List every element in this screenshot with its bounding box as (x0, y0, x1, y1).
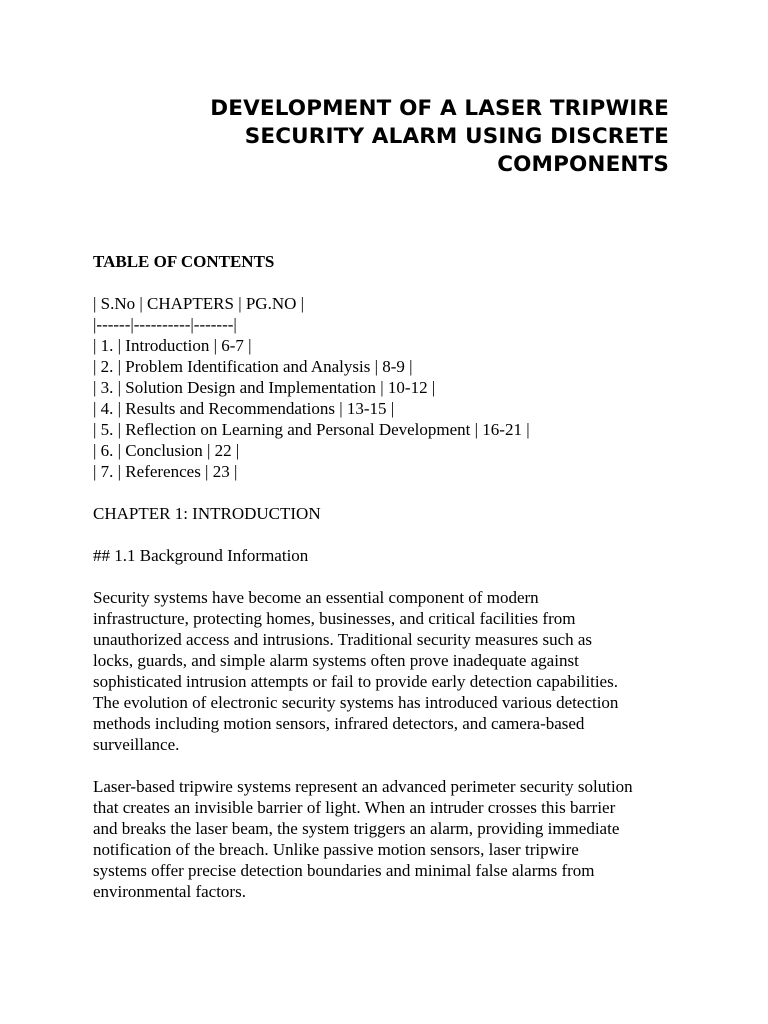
toc-line: | 6. | Conclusion | 22 | (93, 441, 240, 460)
document-body (93, 251, 693, 902)
toc-line: | 7. | References | 23 | (93, 462, 238, 481)
title-line: COMPONENTS (497, 152, 669, 177)
paragraph-line: The evolution of electronic security systems has introduced various detection (93, 693, 619, 712)
document-title (93, 95, 669, 179)
toc-line: | 1. | Introduction | 6-7 | (93, 336, 252, 355)
toc-line: | 5. | Reflection on Learning and Personal Development | 16-21 | (93, 420, 530, 439)
toc-line: | S.No | CHAPTERS | PG.NO | (93, 294, 305, 313)
toc-line: | 4. | Results and Recommendations | 13-15 | (93, 399, 395, 418)
paragraph-line: systems offer precise detection boundaries and minimal false alarms from (93, 861, 595, 880)
toc-heading: TABLE OF CONTENTS (93, 252, 275, 271)
toc-line: |------|----------|-------| (93, 315, 237, 334)
title-line: DEVELOPMENT OF A LASER TRIPWIRE (210, 96, 669, 121)
paragraph-line: unauthorized access and intrusions. Traditional security measures such as (93, 630, 593, 649)
title-line: SECURITY ALARM USING DISCRETE (244, 124, 669, 149)
paragraph-line: that creates an invisible barrier of light. When an intruder crosses this barrier (93, 798, 616, 817)
paragraph-line: surveillance. (93, 735, 180, 754)
paragraph-line: Laser-based tripwire systems represent an advanced perimeter security solution (93, 777, 633, 796)
paragraph-line: environmental factors. (93, 882, 246, 901)
chapter-heading: CHAPTER 1: INTRODUCTION (93, 504, 321, 523)
paragraph-line: locks, guards, and simple alarm systems often prove inadequate against (93, 651, 579, 670)
paragraph-line: infrastructure, protecting homes, businesses, and critical facilities from (93, 609, 576, 628)
paragraph-line: sophisticated intrusion attempts or fail to provide early detection capabilities. (93, 672, 618, 691)
paragraph-background (93, 587, 693, 755)
paragraph-line: Security systems have become an essential component of modern (93, 588, 539, 607)
table-of-contents (93, 293, 693, 482)
toc-line: | 2. | Problem Identification and Analysis | 8-9 | (93, 357, 413, 376)
paragraph-line: and breaks the laser beam, the system triggers an alarm, providing immediate (93, 819, 620, 838)
paragraph-line: methods including motion sensors, infrared detectors, and camera-based (93, 714, 585, 733)
paragraph-line: notification of the breach. Unlike passive motion sensors, laser tripwire (93, 840, 579, 859)
toc-line: | 3. | Solution Design and Implementation | 10-12 | (93, 378, 436, 397)
paragraph-laser-systems (93, 776, 693, 902)
section-heading: ## 1.1 Background Information (93, 546, 309, 565)
